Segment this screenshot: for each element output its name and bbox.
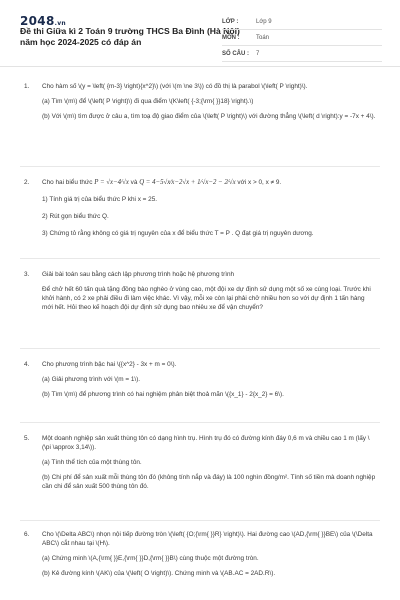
question-stem: Một doanh nghiệp sản xuất thùng tôn có dạng hình trụ. Hình trụ đó có đường kính đáy 0,6 m và chiều cao 1 m (lấy \(\pi \approx 3,14\)). — [42, 435, 370, 451]
question-part: (b) Tìm \(m\) để phương trình có hai nghiệm phân biệt thoả mãn \({x_1} - 2{x_2} = 6\). — [42, 391, 284, 398]
question-number: 6. — [24, 531, 30, 538]
meta-key: LỚP : — [222, 18, 239, 25]
question-stem: Cho \(\Delta ABC\) nhọn nội tiếp đường tròn \(\left( {O;{\rm{ }}R} \right)\). Hai đường cao \(AD,{\rm{ }}BE\) của \(\Delta ABC\) cắt nhau tại \(H\). — [42, 531, 373, 547]
document-meta — [222, 14, 382, 62]
question-part: (a) Giải phương trình với \(m = 1\). — [42, 376, 141, 383]
question-stem: Cho phương trình bậc hai \({x^2} - 3x + m = 0\). — [42, 361, 177, 368]
question-part: (a) Chứng minh \(A,{\rm{ }}E,{\rm{ }}D,{\rm{ }}B\) cùng thuộc một đường tròn. — [42, 555, 259, 562]
question-stem: Giải bài toán sau bằng cách lập phương trình hoặc hệ phương trình — [42, 271, 235, 278]
meta-key: MÔN : — [222, 34, 240, 41]
question-1 — [24, 82, 376, 121]
question-5 — [24, 434, 376, 491]
stem-and: và — [130, 179, 138, 186]
expression-q: Q = 4−5√x⁄x−2√x + 1⁄√x−2 − 2⁄√x — [139, 179, 236, 186]
question-part: (a) Tìm \(m\) để \(\left( P \right)\) đi qua điểm \(K\left( {-3;{\rm{ }}18} \right).\) — [42, 98, 254, 105]
question-divider — [20, 258, 380, 259]
question-part: Để chở hết 60 tấn quà tặng đồng bào nghèo ở vùng cao, một đội xe dự định sử dụng một số xe cùng loại. Trước khi khởi hành, có 2 xe phải điều đi làm việc khác. Vì vậy, mỗi xe còn lại phải chở nhiều hơn so với dự định 1 tấn hàng mới hết. Hỏi theo kế hoạch đội dự định sử dụng bao nhiêu xe để vận chuyển? — [42, 286, 371, 311]
question-part: 3) Chứng tỏ rằng không có giá trị nguyên của x để biểu thức T = P . Q đạt giá trị nguyên dương. — [42, 230, 314, 237]
question-number: 3. — [24, 271, 30, 278]
question-stem — [42, 178, 376, 187]
meta-row-count — [222, 46, 382, 62]
stem-prefix: Cho hai biểu thức — [42, 179, 93, 186]
question-divider — [20, 166, 380, 167]
stem-suffix: với x > 0, x ≠ 9. — [237, 179, 282, 186]
question-4 — [24, 360, 376, 399]
question-part: 1) Tính giá trị của biểu thức P khi x = 25. — [42, 196, 158, 203]
meta-row-class — [222, 14, 382, 30]
question-number: 5. — [24, 435, 30, 442]
meta-value: Lớp 9 — [256, 18, 272, 25]
question-divider — [20, 422, 380, 423]
meta-row-subject — [222, 30, 382, 46]
document-title: Đề thi Giữa kì 2 Toán 9 trường THCS Ba Đình (Hà Nội) năm học 2024-2025 có đáp án — [20, 26, 240, 47]
question-number: 2. — [24, 179, 30, 186]
question-part: (b) Kẻ đường kính \(AK\) của \(\left( O \right)\). Chứng minh và \(AB.AC = 2AD.R\). — [42, 570, 276, 577]
question-number: 1. — [24, 83, 30, 90]
question-divider — [20, 348, 380, 349]
meta-key: SỐ CÂU : — [222, 50, 249, 57]
question-part: (a) Tính thể tích của một thùng tôn. — [42, 459, 142, 466]
question-part: (b) Với \(m\) tìm được ở câu a, tìm toạ độ giao điểm của \(\left( P \right)\) với đường thẳng \(\left( d \right):y = -7x + 4\). — [42, 113, 376, 120]
logo-suffix: .vn — [54, 20, 66, 27]
question-part: 2) Rút gọn biểu thức Q. — [42, 213, 109, 220]
question-number: 4. — [24, 361, 30, 368]
question-2 — [24, 178, 376, 238]
question-3 — [24, 270, 376, 312]
question-stem: Cho hàm số \(y = \left( {m-3} \right){x^2}\) (với \(m \ne 3\)) có đồ thị là parabol \(\left( P \right)\). — [42, 83, 308, 90]
logo-text: 2048 — [20, 14, 55, 28]
meta-value: Toán — [256, 34, 270, 41]
expression-p: P = √x−4⁄√x — [94, 179, 129, 186]
question-part: (b) Chi phí để sản xuất mỗi thùng tôn đó (không tính nắp và đáy) là 100 nghìn đồng/m². Tính số tiền mà doanh nghiệp cần chi để sản xuất 500 thùng tôn đó. — [42, 474, 376, 490]
question-6 — [24, 530, 376, 578]
question-divider — [20, 520, 380, 521]
meta-value: 7 — [256, 50, 260, 57]
document-header — [0, 0, 400, 67]
